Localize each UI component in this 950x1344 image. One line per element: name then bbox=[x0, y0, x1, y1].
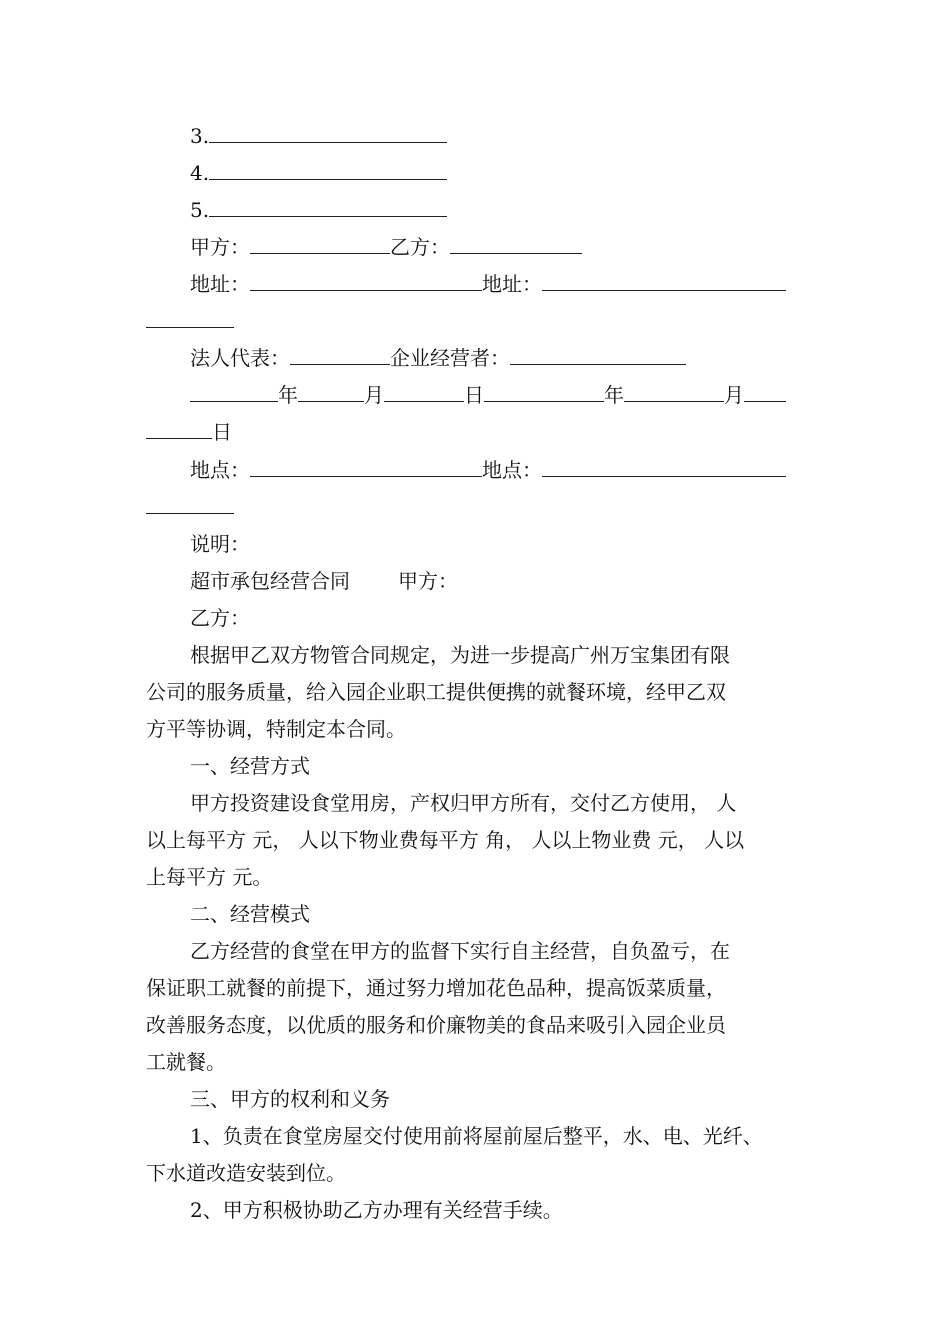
blank-item-5 bbox=[190, 196, 818, 224]
place-label-a: 地点： bbox=[190, 458, 250, 482]
date-line-cont bbox=[146, 418, 818, 446]
address-line bbox=[190, 270, 818, 298]
party-b-line: 乙方： bbox=[190, 606, 250, 630]
section-heading-1: 一、经营方式 bbox=[190, 754, 310, 778]
day-label: 日 bbox=[212, 420, 232, 444]
item-number: 5. bbox=[190, 198, 210, 222]
blank-item-3 bbox=[190, 122, 818, 150]
fill-in-blank bbox=[744, 382, 786, 402]
fill-in-blank bbox=[250, 271, 482, 291]
operator-label: 企业经营者： bbox=[390, 346, 510, 370]
section1-line: 以上每平方 元， 人以下物业费每平方 角， 人以上物业费 元， 人以 bbox=[146, 828, 745, 852]
year-label: 年 bbox=[278, 383, 298, 407]
section1-line: 上每平方 元。 bbox=[146, 865, 273, 889]
blank-item-4 bbox=[190, 159, 818, 187]
section3-line: 2、甲方积极协助乙方办理有关经营手续。 bbox=[190, 1198, 563, 1222]
contract-title: 超市承包经营合同 bbox=[190, 569, 350, 593]
fill-in-blank bbox=[146, 419, 212, 439]
representative-line bbox=[190, 344, 818, 372]
party-a-label: 甲方： bbox=[398, 569, 458, 593]
item-number: 4. bbox=[190, 161, 210, 185]
month-label: 月 bbox=[364, 383, 384, 407]
date-line bbox=[190, 381, 818, 409]
intro-line: 公司的服务质量，给入园企业职工提供便携的就餐环境，经甲乙双 bbox=[146, 680, 726, 704]
section3-line: 下水道改造安装到位。 bbox=[146, 1161, 346, 1185]
section2-line: 工就餐。 bbox=[146, 1050, 226, 1074]
section2-line: 改善服务态度，以优质的服务和价廉物美的食品来吸引入园企业员 bbox=[146, 1013, 726, 1037]
item-number: 3. bbox=[190, 124, 210, 148]
day-label: 日 bbox=[464, 383, 484, 407]
party-b-label: 乙方： bbox=[390, 235, 450, 259]
fill-in-blank bbox=[542, 457, 786, 477]
section1-line: 甲方投资建设食堂用房，产权归甲方所有，交付乙方使用， 人 bbox=[190, 791, 737, 815]
intro-line: 根据甲乙双方物管合同规定，为进一步提高广州万宝集团有限 bbox=[190, 643, 730, 667]
fill-in-blank bbox=[146, 494, 234, 514]
address-label-b: 地址： bbox=[482, 272, 542, 296]
fill-in-blank bbox=[298, 382, 364, 402]
fill-in-blank bbox=[384, 382, 464, 402]
fill-in-blank bbox=[484, 382, 604, 402]
fill-in-blank bbox=[209, 197, 447, 217]
fill-in-blank bbox=[450, 234, 582, 254]
place-label-b: 地点： bbox=[482, 458, 542, 482]
place-line bbox=[190, 456, 818, 484]
fill-in-blank bbox=[290, 345, 390, 365]
section-heading-2: 二、经营模式 bbox=[190, 902, 310, 926]
address-label-a: 地址： bbox=[190, 272, 250, 296]
section2-line: 保证职工就餐的前提下，通过努力增加花色品种，提高饭菜质量， bbox=[146, 976, 726, 1000]
legal-rep-label: 法人代表： bbox=[190, 346, 290, 370]
fill-in-blank bbox=[146, 308, 234, 328]
section2-line: 乙方经营的食堂在甲方的监督下实行自主经营，自负盈亏，在 bbox=[190, 939, 730, 963]
month-label: 月 bbox=[724, 383, 744, 407]
section-heading-3: 三、甲方的权利和义务 bbox=[190, 1087, 390, 1111]
fill-in-blank bbox=[190, 382, 278, 402]
party-line bbox=[190, 233, 818, 261]
address-line-cont bbox=[146, 307, 818, 335]
section3-line: 1、负责在食堂房屋交付使用前将屋前屋后整平，水、电、光纤、 bbox=[190, 1124, 763, 1148]
fill-in-blank bbox=[209, 160, 447, 180]
party-a-label: 甲方： bbox=[190, 235, 250, 259]
year-label: 年 bbox=[604, 383, 624, 407]
fill-in-blank bbox=[250, 234, 390, 254]
contract-title-line bbox=[190, 567, 818, 595]
intro-line: 方平等协调，特制定本合同。 bbox=[146, 717, 406, 741]
fill-in-blank bbox=[624, 382, 724, 402]
fill-in-blank bbox=[510, 345, 686, 365]
fill-in-blank bbox=[209, 123, 447, 143]
note-label: 说明： bbox=[190, 532, 250, 556]
place-line-cont bbox=[146, 493, 818, 521]
fill-in-blank bbox=[542, 271, 786, 291]
fill-in-blank bbox=[250, 457, 482, 477]
